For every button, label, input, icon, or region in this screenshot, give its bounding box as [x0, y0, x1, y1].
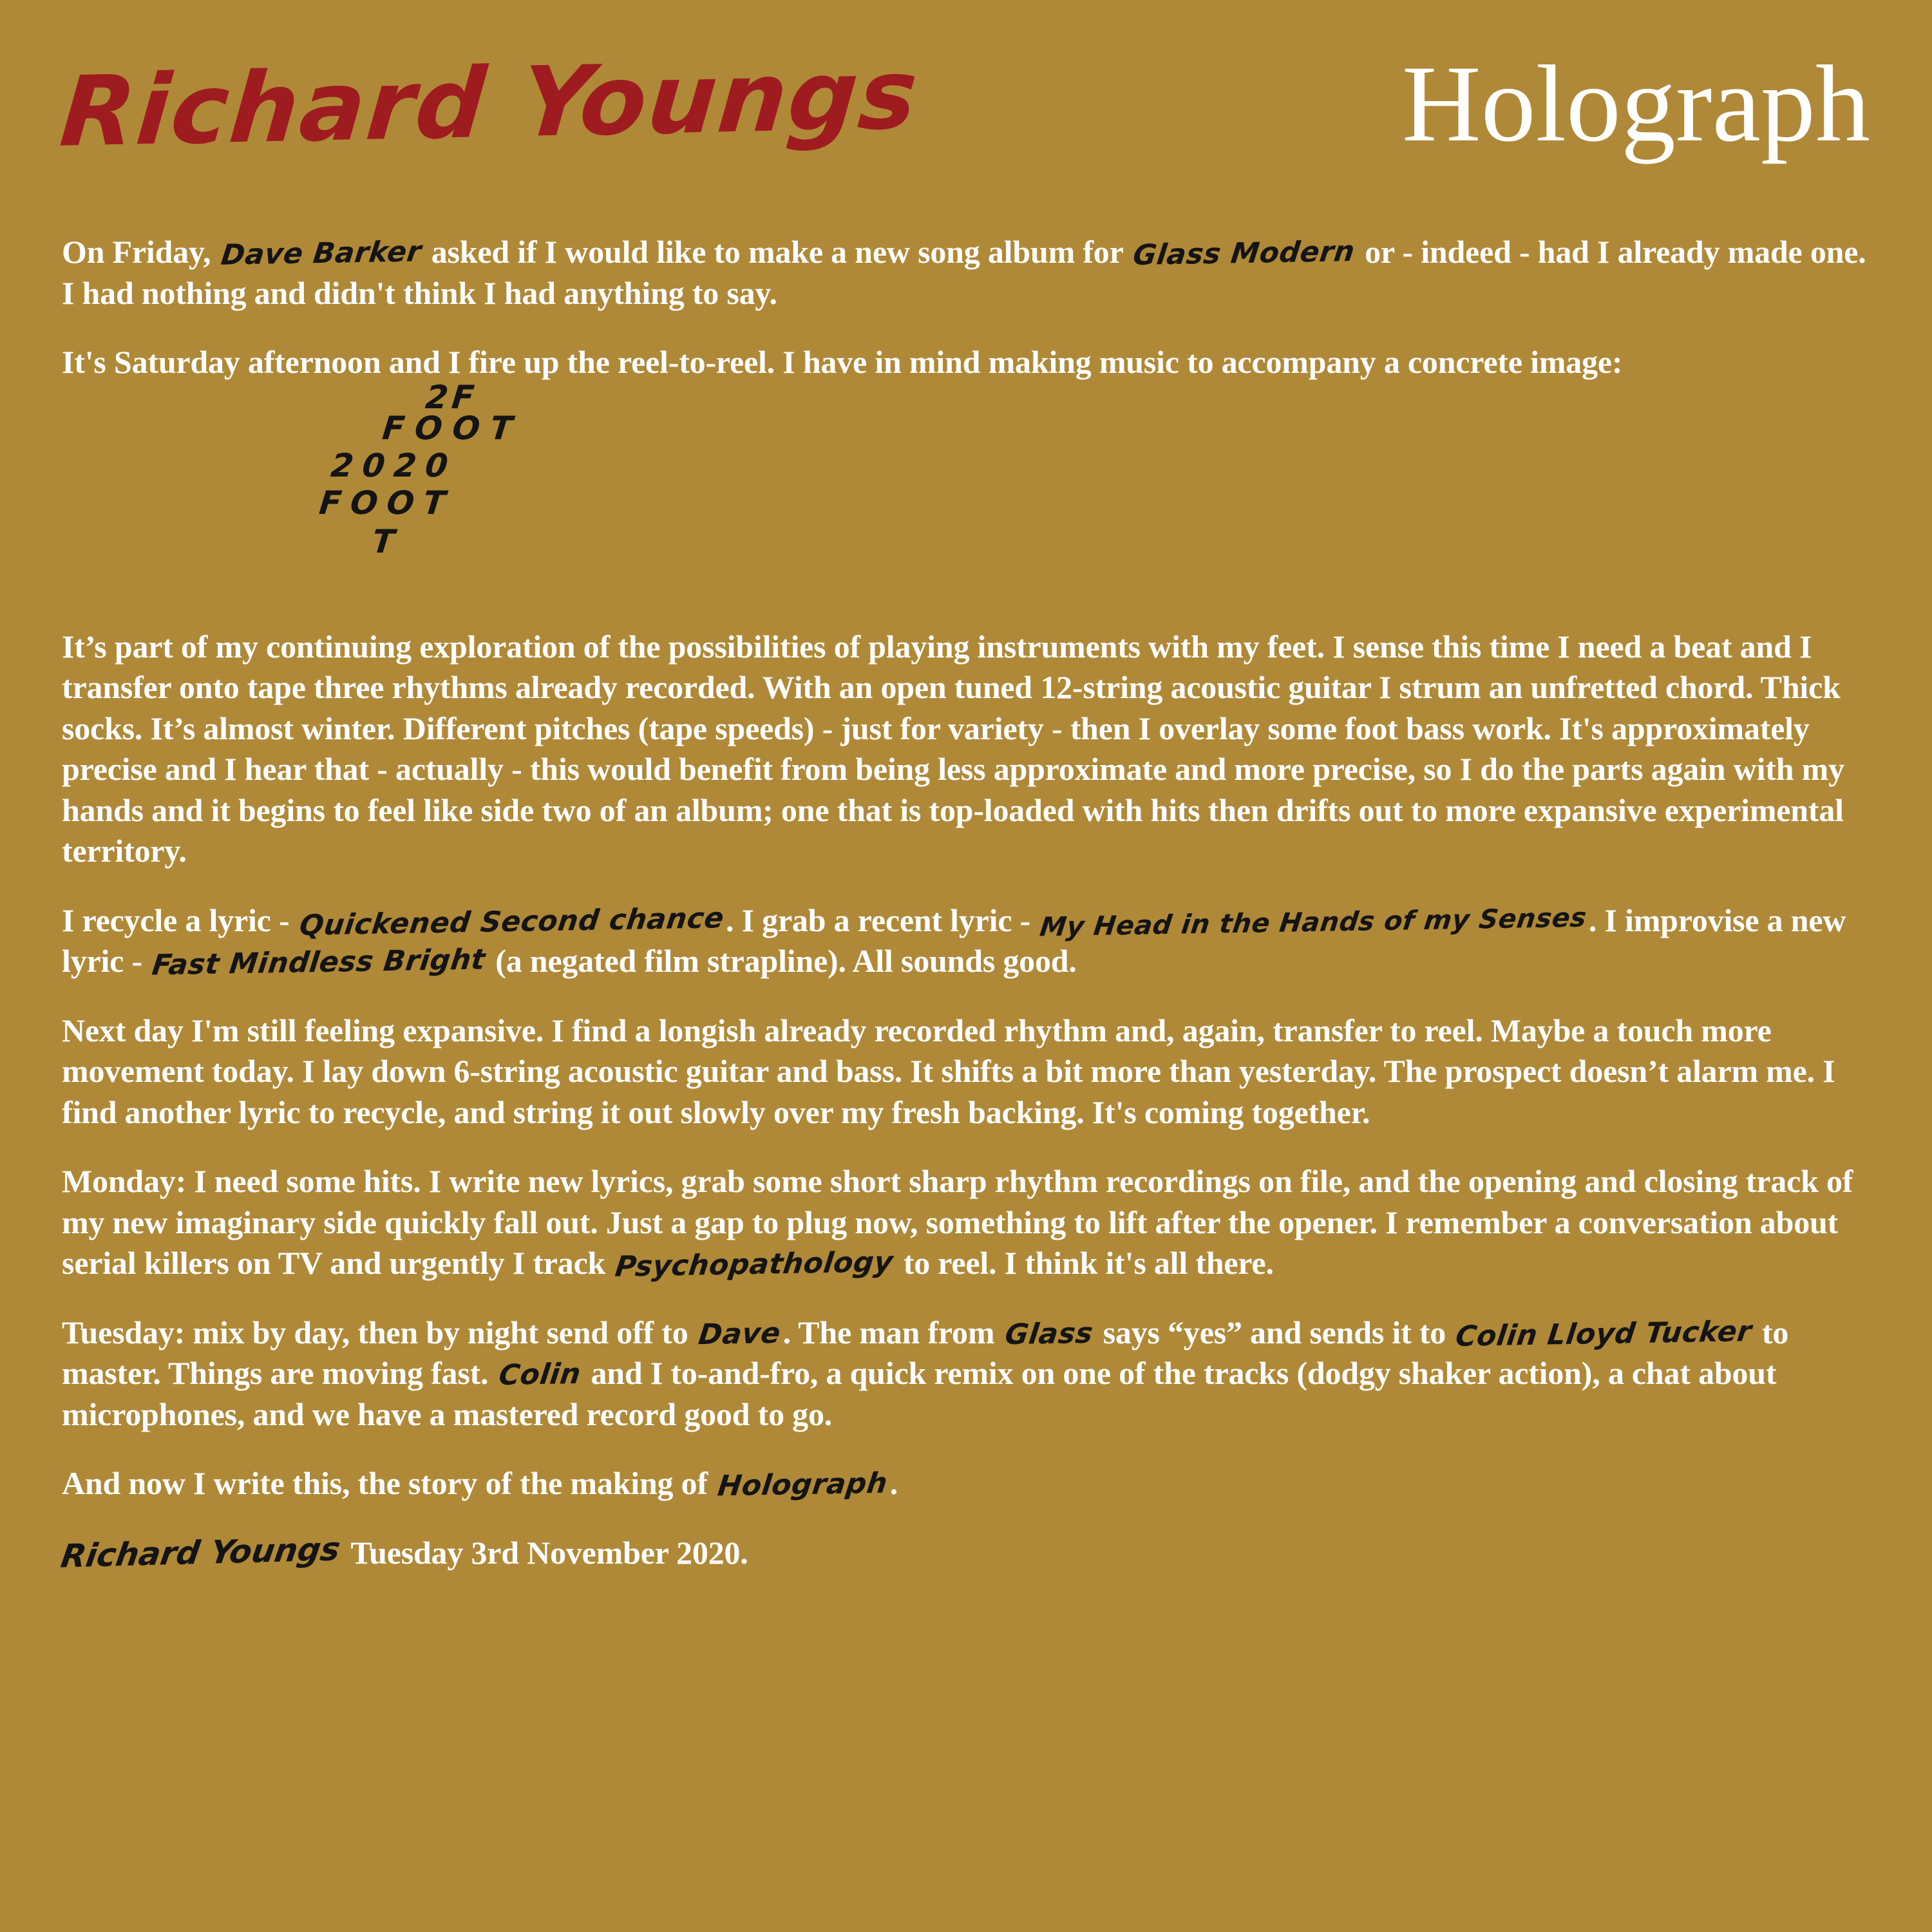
p2-text-a: It's Saturday afternoon and I fire up the reel-to-reel. I have in mind making music to accompany a concrete image:: [62, 344, 1623, 380]
paragraph-2: [62, 342, 1870, 383]
concrete-line-5: T: [370, 522, 396, 560]
p5-text-a: Next day I'm still feeling expansive. I find a longish already recorded rhythm and, again, transfer to reel. Maybe a touch more movement today. I lay down 6-string acoustic guitar and bass. It shifts a bit more than yesterday. The prospect doesn’t alarm me. I find another lyric to recycle, and string it out slowly over my fresh backing. It's coming together.: [62, 1012, 1835, 1130]
p4-text-a: I recycle a lyric -: [62, 902, 290, 938]
p8-text-b: .: [889, 1465, 898, 1501]
page-title: Holograph: [1401, 43, 1870, 164]
p4-text-d: (a negated film strapline). All sounds good.: [495, 943, 1077, 979]
p4-text-c: . I improvise a new lyric -: [62, 902, 1846, 979]
p1-text-c: or - indeed - had I already made one. I had nothing and didn't think I had anything to say.: [62, 234, 1866, 311]
signature-name: Richard Youngs: [58, 1530, 343, 1575]
p4-text-b: . I grab a recent lyric -: [725, 902, 1031, 938]
artist-name: Richard Youngs: [56, 39, 923, 169]
concrete-line-4: FOOT: [317, 484, 457, 522]
handwritten-colin-lloyd-tucker: Colin Lloyd Tucker: [1454, 1314, 1754, 1353]
paragraph-8: [62, 1463, 1870, 1504]
handwritten-fast-mindless-bright: Fast Mindless Bright: [150, 943, 488, 982]
paragraph-5: [62, 1010, 1870, 1133]
signature-date: Tuesday 3rd November 2020.: [350, 1534, 748, 1571]
handwritten-glass-modern: Glass Modern: [1131, 235, 1357, 272]
concrete-line-2: FOOT: [380, 409, 525, 447]
p6-text-b: to reel. I think it's all there.: [903, 1245, 1274, 1281]
paragraph-6: [62, 1161, 1870, 1284]
p7-text-d: to master. Things are moving fast.: [62, 1314, 1789, 1391]
p7-text-b: . The man from: [782, 1314, 995, 1350]
concrete-line-3: 2020: [328, 446, 459, 484]
handwritten-psychopathology: Psychopathology: [613, 1245, 896, 1283]
handwritten-dave: Dave: [696, 1316, 782, 1351]
paragraph-3: [62, 627, 1870, 872]
p6-text-a: Monday: I need some hits. I write new lyrics, grab some short sharp rhythm recordings on file, and the opening and closing track of my new imaginary side quickly fall out. Just a gap to plug now, something to lift after the opener. I remember a conversation about serial killers on TV and urgently I track: [62, 1163, 1853, 1281]
p1-text-a: On Friday,: [62, 234, 211, 270]
p7-text-a: Tuesday: mix by day, then by night send off to: [62, 1314, 688, 1350]
handwritten-dave-barker: Dave Barker: [219, 235, 423, 272]
handwritten-colin: Colin: [497, 1357, 583, 1392]
handwritten-glass: Glass: [1003, 1316, 1095, 1351]
handwritten-my-head-in-the-hands-of-my-senses: My Head in the Hands of my Senses: [1038, 902, 1589, 942]
p7-text-e: and I to-and-fro, a quick remix on one of the tracks (dodgy shaker action), a chat about microphones, and we have a mastered record good to go.: [62, 1355, 1777, 1432]
p1-text-b: asked if I would like to make a new song album for: [431, 234, 1123, 270]
signature-block: [58, 1530, 1870, 1575]
concrete-line-1: 2F: [423, 378, 480, 416]
concrete-poem: [62, 378, 1870, 615]
p7-text-c: says “yes” and sends it to: [1103, 1314, 1446, 1350]
liner-notes-body: [58, 232, 1870, 1575]
p3-text-a: It’s part of my continuing exploration of the possibilities of playing instruments with my feet. I sense this time I need a beat and I transfer onto tape three rhythms already recorded. With an open tuned 12-string acoustic guitar I strum an unfretted chord. Thick socks. It’s almost winter. Different pitches (tape speeds) - just for variety - then I overlay some foot bass work. It's approximately precise and I hear that - actually - this would benefit from being less approximate and more precise, so I do the parts again with my hands and it begins to feel like side two of an album; one that is top-loaded with hits then drifts out to more expansive experimental territory.: [62, 628, 1844, 869]
p8-text-a: And now I write this, the story of the making of: [62, 1465, 708, 1501]
paragraph-7: [62, 1312, 1870, 1435]
paragraph-1: [62, 232, 1870, 314]
handwritten-quickened-second-chance: Quickened Second chance: [297, 901, 726, 942]
paragraph-4: [62, 900, 1870, 982]
header: [56, 39, 1870, 232]
handwritten-holograph: Holograph: [715, 1466, 890, 1503]
